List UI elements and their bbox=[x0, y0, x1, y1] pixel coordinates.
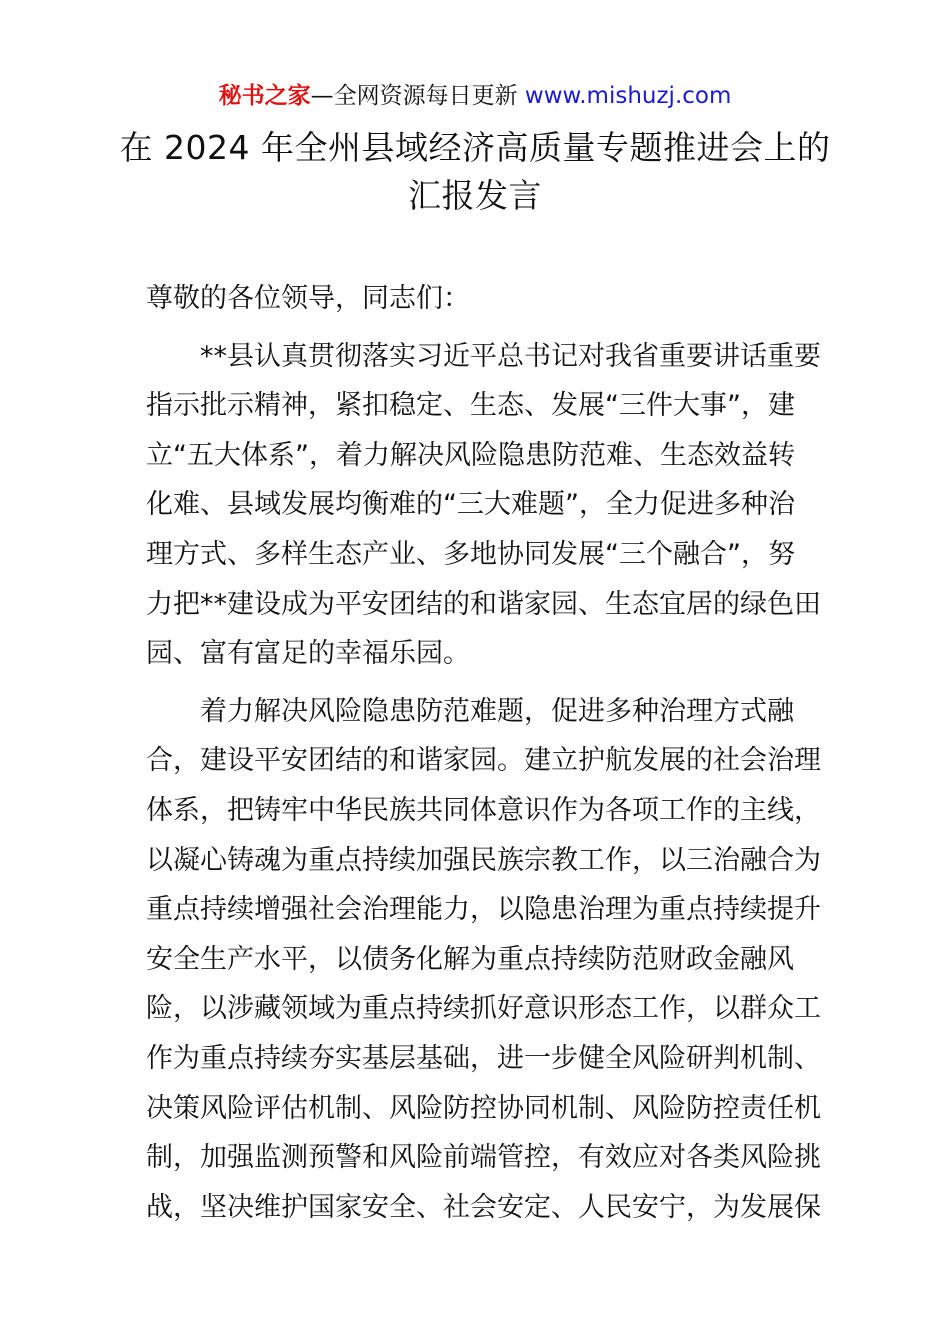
paragraph-line: 安全生产水平，以债务化解为重点持续防范财政金融风 bbox=[146, 943, 794, 975]
paragraph-line: 着力解决风险隐患防范难题，促进多种治理方式融 bbox=[146, 695, 794, 727]
title-line: 汇报发言 bbox=[408, 176, 542, 215]
paragraph-line: 化难、县域发展均衡难的“三大难题”，全力促进多种治 bbox=[146, 489, 795, 521]
paragraph-line: 体系，把铸牢中华民族共同体意识作为各项工作的主线， bbox=[146, 794, 821, 826]
document-body bbox=[146, 274, 821, 1232]
paragraph-line: 理方式、多样生态产业、多地协同发展“三个融合”，努 bbox=[146, 538, 795, 570]
paragraph-line: 作为重点持续夯实基层基础，进一步健全风险研判机制、 bbox=[146, 1042, 821, 1074]
paragraph-line: 战，坚决维护国家安全、社会安定、人民安宁，为发展保 bbox=[146, 1191, 821, 1223]
greeting: 尊敬的各位领导，同志们： bbox=[146, 283, 470, 314]
site-header bbox=[0, 80, 950, 112]
site-brand: 秘书之家 bbox=[218, 83, 311, 109]
paragraph-line: 园、富有富足的幸福乐园。 bbox=[146, 638, 470, 670]
paragraph-line: 立“五大体系”，着力解决风险隐患防范难、生态效益转 bbox=[146, 439, 795, 471]
paragraph-line: 险，以涉藏领域为重点持续抓好意识形态工作，以群众工 bbox=[146, 993, 821, 1025]
paragraph-line: 以凝心铸魂为重点持续加强民族宗教工作，以三治融合为 bbox=[146, 844, 821, 876]
paragraph-line: 指示批示精神，紧扣稳定、生态、发展“三件大事”，建 bbox=[146, 390, 795, 422]
paragraph bbox=[146, 687, 821, 1233]
paragraph-line: 制，加强监测预警和风险前端管控，有效应对各类风险挑 bbox=[146, 1142, 821, 1174]
document-title bbox=[100, 124, 850, 220]
site-tagline: —全网资源每日更新 bbox=[310, 83, 525, 109]
paragraph-line: 决策风险评估机制、风险防控协同机制、风险防控责任机 bbox=[146, 1092, 821, 1124]
title-line: 在 2024 年全州县域经济高质量专题推进会上的 bbox=[119, 128, 831, 167]
paragraph-line: 力把**建设成为平安团结的和谐家园、生态宜居的绿色田 bbox=[146, 588, 821, 620]
site-url[interactable]: www.mishuzj.com bbox=[524, 83, 732, 109]
paragraph-line: 重点持续增强社会治理能力，以隐患治理为重点持续提升 bbox=[146, 894, 821, 926]
paragraph-line: **县认真贯彻落实习近平总书记对我省重要讲话重要 bbox=[146, 340, 821, 372]
paragraph bbox=[146, 332, 821, 679]
paragraph-line: 合，建设平安团结的和谐家园。建立护航发展的社会治理 bbox=[146, 745, 821, 777]
